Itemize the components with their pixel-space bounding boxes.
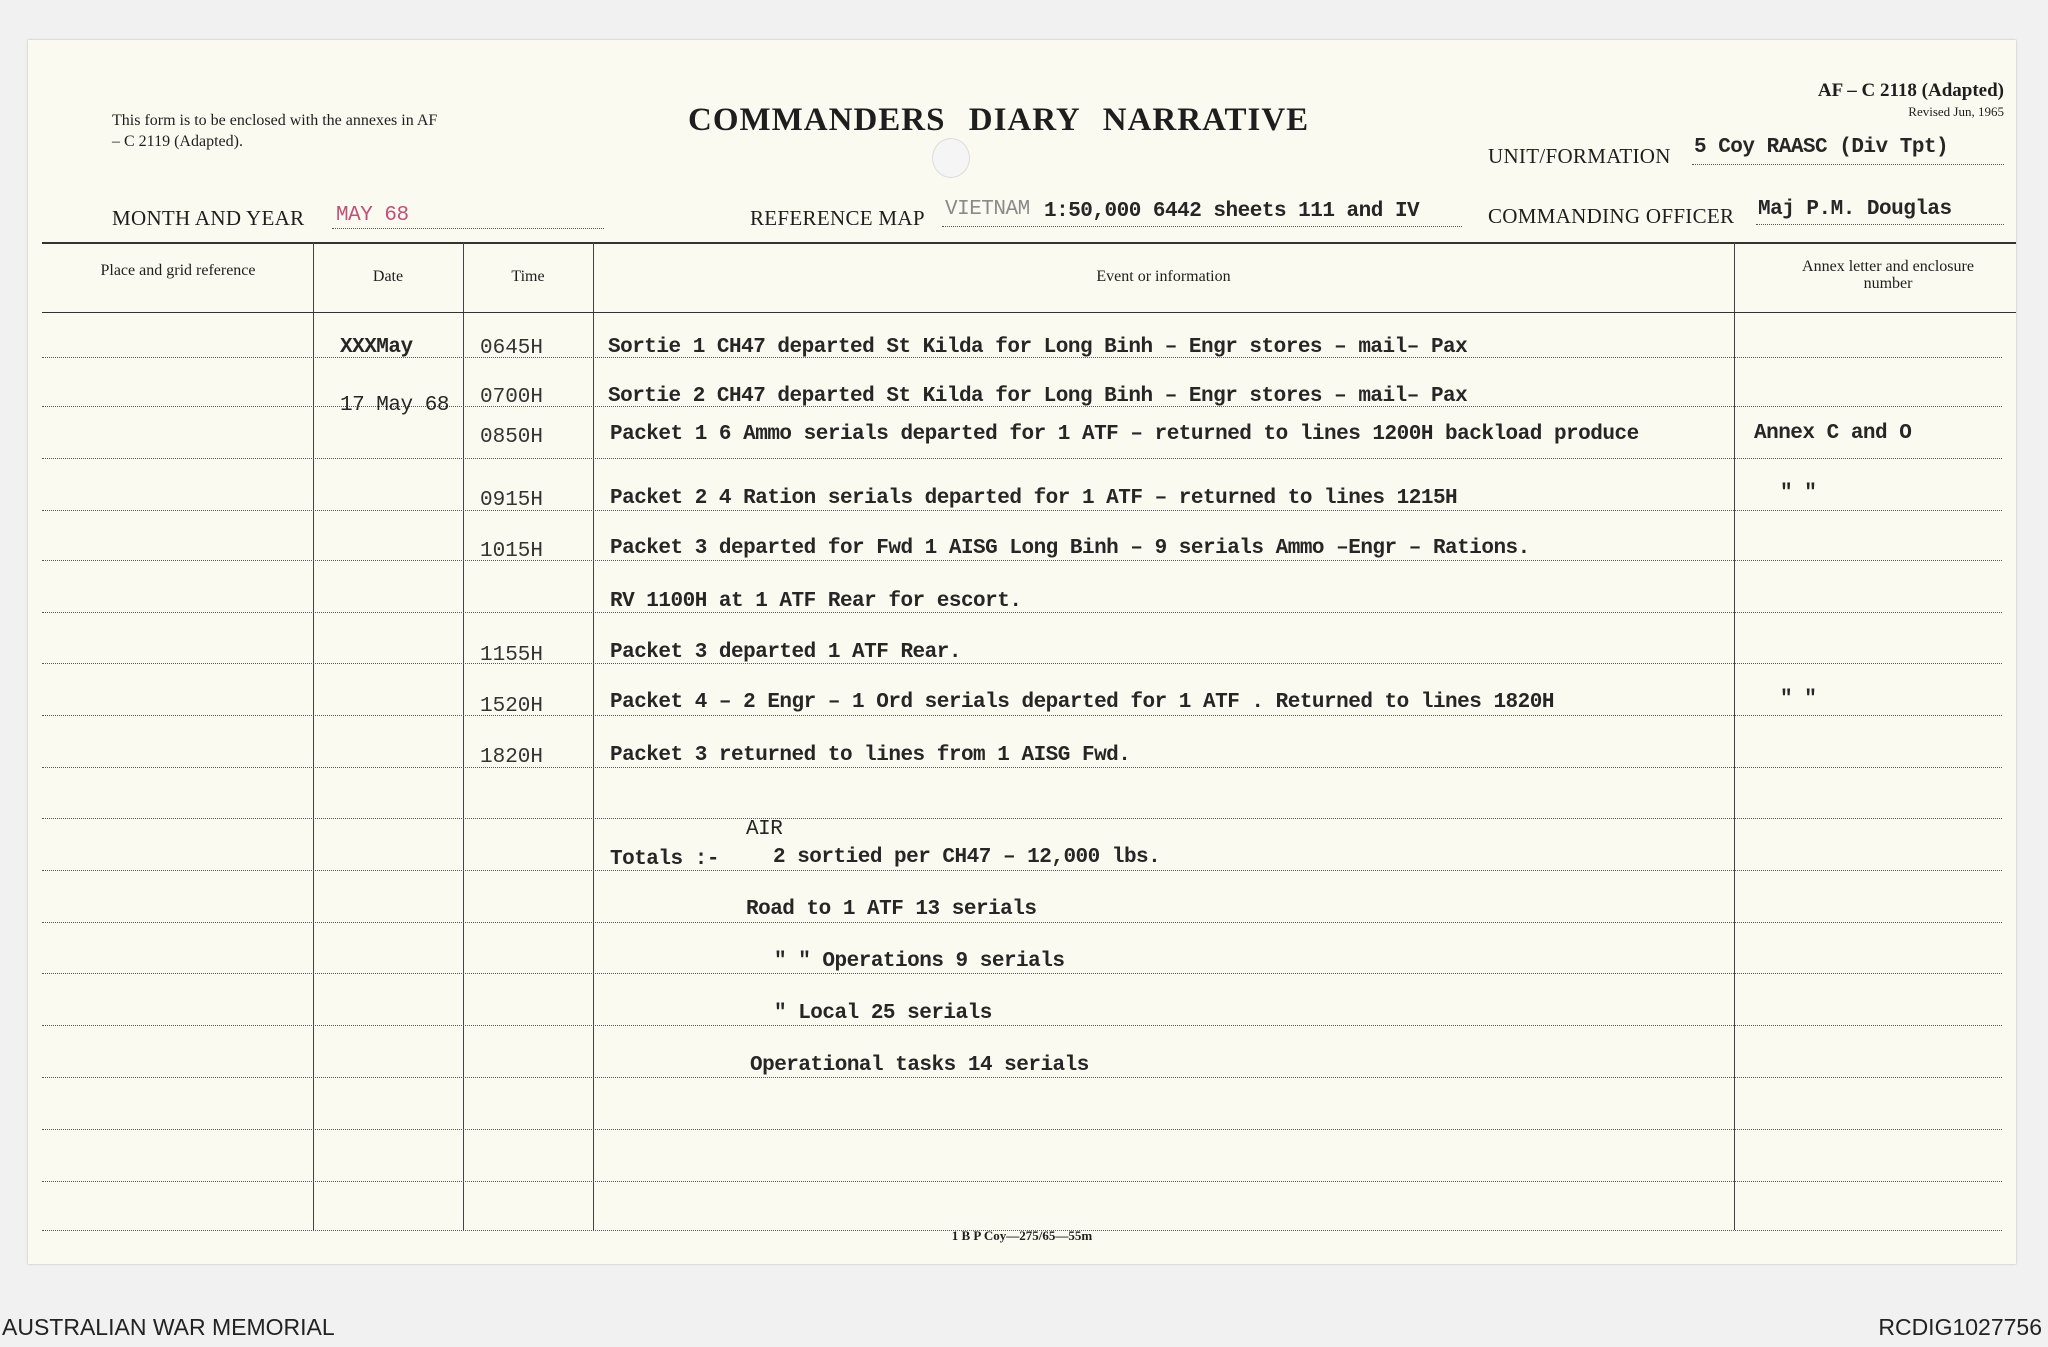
entry-event: Packet 3 returned to lines from 1 AISG Fwd. bbox=[610, 744, 1131, 767]
month-dotline bbox=[332, 228, 604, 229]
rule-line bbox=[42, 767, 2002, 768]
rule-line bbox=[42, 922, 2002, 923]
col-divider-time bbox=[463, 242, 464, 1230]
entry-event: Packet 4 – 2 Engr – 1 Ord serials departed for 1 ATF . Returned to lines 1820H bbox=[610, 691, 1554, 714]
rule-line bbox=[42, 612, 2002, 613]
totals-air-line: 2 sortied per CH47 – 12,000 lbs. bbox=[773, 846, 1161, 869]
rule-line bbox=[42, 560, 2002, 561]
refmap-label: REFERENCE MAP bbox=[750, 206, 925, 230]
month-label: MONTH AND YEAR bbox=[112, 206, 305, 230]
archive-label: AUSTRALIAN WAR MEMORIAL bbox=[2, 1314, 335, 1340]
table-top-rule bbox=[42, 242, 2016, 244]
entry-time: 1820H bbox=[480, 746, 544, 769]
rule-line bbox=[42, 973, 2002, 974]
co-label: COMMANDING OFFICER bbox=[1488, 204, 1735, 228]
revised-date: Revised Jun, 1965 bbox=[1908, 104, 2004, 119]
rule-line bbox=[42, 1025, 2002, 1026]
entry-annex: " " bbox=[1780, 482, 1817, 505]
rule-line bbox=[42, 870, 2002, 871]
refmap-dotline bbox=[942, 226, 1462, 227]
rule-line bbox=[42, 1129, 2002, 1130]
punch-hole bbox=[932, 138, 970, 178]
header-bottom-rule bbox=[42, 312, 2016, 313]
col-divider-event bbox=[593, 242, 594, 1230]
entry-time: 1015H bbox=[480, 540, 544, 563]
rule-line bbox=[42, 458, 2002, 459]
entry-event: RV 1100H at 1 ATF Rear for escort. bbox=[610, 590, 1022, 613]
totals-air-label: AIR bbox=[746, 818, 783, 841]
entry-date: 17 May 68 bbox=[340, 394, 449, 417]
unit-dotline bbox=[1692, 164, 2004, 165]
month-value: MAY 68 bbox=[336, 204, 409, 227]
col-header-time: Time bbox=[511, 268, 545, 285]
col-header-date: Date bbox=[372, 268, 404, 285]
refmap-value: 1:50,000 6442 sheets 111 and IV bbox=[1044, 200, 1420, 223]
entry-event: Sortie 1 CH47 departed St Kilda for Long Binh – Engr stores – mail– Pax bbox=[608, 336, 1468, 359]
col-header-annex: Annex letter and enclosure number bbox=[1802, 258, 1974, 292]
unit-label: UNIT/FORMATION bbox=[1488, 144, 1671, 168]
totals-road-line: Road to 1 ATF 13 serials bbox=[746, 898, 1037, 921]
rule-line bbox=[42, 715, 2002, 716]
entry-date: XXXMay bbox=[340, 336, 413, 359]
totals-label: Totals :- bbox=[610, 848, 719, 871]
enclosure-note: This form is to be enclosed with the annexes in AF – C 2119 (Adapted). bbox=[112, 112, 438, 150]
diary-form bbox=[28, 40, 2016, 1264]
totals-ops-line: " " Operations 9 serials bbox=[774, 950, 1065, 973]
entry-time: 0850H bbox=[480, 426, 544, 449]
co-dotline bbox=[1756, 224, 2004, 225]
rule-line bbox=[42, 510, 2002, 511]
entry-time: 1155H bbox=[480, 644, 544, 667]
rule-line bbox=[42, 818, 2002, 819]
co-value: Maj P.M. Douglas bbox=[1758, 198, 1952, 221]
entry-annex: " " bbox=[1780, 688, 1817, 711]
rule-line bbox=[42, 663, 2002, 664]
totals-local-line: " Local 25 serials bbox=[774, 1002, 992, 1025]
col-divider-annex bbox=[1734, 242, 1735, 1230]
form-title: COMMANDERS DIARY NARRATIVE bbox=[688, 102, 1310, 138]
entry-event: Packet 1 6 Ammo serials departed for 1 ATF – returned to lines 1200H backload produce bbox=[610, 423, 1639, 446]
entry-time: 0645H bbox=[480, 337, 544, 360]
entry-event: Packet 3 departed for Fwd 1 AISG Long Binh – 9 serials Ammo –Engr – Rations. bbox=[610, 537, 1530, 560]
entry-time: 0915H bbox=[480, 489, 544, 512]
col-header-place: Place and grid reference bbox=[100, 262, 256, 279]
entry-time: 1520H bbox=[480, 695, 544, 718]
rule-line bbox=[42, 1077, 2002, 1078]
refmap-country: VIETNAM bbox=[945, 198, 1030, 221]
col-header-event: Event or information bbox=[1096, 268, 1231, 285]
totals-optasks-line: Operational tasks 14 serials bbox=[750, 1054, 1089, 1077]
entry-event: Packet 2 4 Ration serials departed for 1 ATF – returned to lines 1215H bbox=[610, 487, 1458, 510]
form-number: AF – C 2118 (Adapted) bbox=[1817, 80, 2004, 101]
entry-annex: Annex C and O bbox=[1754, 422, 1912, 445]
printer-imprint: 1 B P Coy—275/65—55m bbox=[951, 1228, 1093, 1243]
entry-event: Sortie 2 CH47 departed St Kilda for Long Binh – Engr stores – mail– Pax bbox=[608, 385, 1468, 408]
entry-time: 0700H bbox=[480, 386, 544, 409]
entry-event: Packet 3 departed 1 ATF Rear. bbox=[610, 641, 961, 664]
col-divider-date bbox=[313, 242, 314, 1230]
unit-value: 5 Coy RAASC (Div Tpt) bbox=[1694, 136, 1949, 159]
archive-id: RCDIG1027756 bbox=[1878, 1314, 2042, 1340]
rule-line bbox=[42, 1181, 2002, 1182]
